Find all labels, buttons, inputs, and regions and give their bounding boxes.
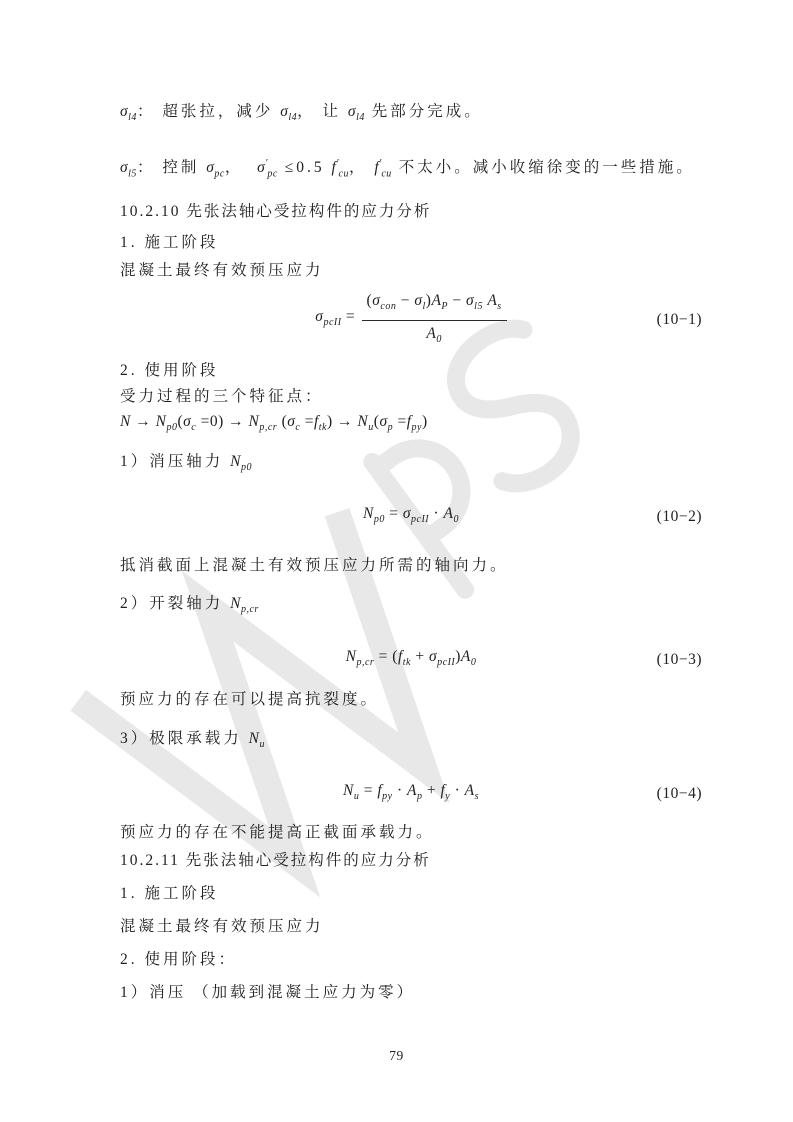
item-3-ultimate-capacity: 3）极限承载力 $N_u$ bbox=[120, 730, 265, 751]
formula-10-1-lhs: $\sigma_{pcII}$ = bbox=[315, 307, 360, 329]
para-sigma-l4: $\sigma_{l4}$： 超张拉，减少 $\sigma_{l4}$， 让 $\sigma_{l4}$ 先部分完成。 bbox=[120, 103, 483, 124]
formula-10-1-denominator: $A_0$ bbox=[426, 325, 442, 346]
step-1-construction-stage: 1. 施工阶段 bbox=[120, 234, 219, 251]
equation-number-10-1: (10−1) bbox=[656, 311, 702, 328]
formula-10-4 bbox=[120, 777, 702, 811]
formula-10-3-body: $N_{p,cr} = (f_{tk} + \sigma_{pcII})A_0$ bbox=[345, 647, 477, 669]
item-1-decompression-2: 1）消压 （加载到混凝土应力为零） bbox=[120, 984, 416, 1001]
item-1-decompression-force: 1）消压轴力 $N_{p0}$ bbox=[120, 453, 252, 474]
equation-number-10-2: (10−2) bbox=[656, 508, 702, 525]
step-2-service-stage-2: 2. 使用阶段： bbox=[120, 951, 238, 968]
page-number: 79 bbox=[389, 1048, 404, 1063]
formula-10-4-body: $N_u = f_{py} \cdot A_p + f_y \cdot A_s$ bbox=[342, 781, 480, 803]
formula-10-1-fraction bbox=[362, 289, 507, 351]
equation-number-10-3: (10−3) bbox=[656, 651, 702, 668]
item-2-cracking-force: 2）开裂轴力 $N_{p,cr}$ bbox=[120, 595, 259, 616]
formula-10-1-numerator: $(\sigma_{con} - \sigma_l)A_P - \sigma_{l5}$ $A_s$ bbox=[362, 289, 507, 321]
para-effective-prestress: 混凝土最终有效预压应力 bbox=[120, 262, 324, 279]
para-cracking-note: 预应力的存在可以提高抗裂度。 bbox=[120, 691, 380, 708]
para-decompression-note: 抵消截面上混凝土有效预压应力所需的轴向力。 bbox=[120, 557, 509, 574]
formula-10-3 bbox=[120, 643, 702, 677]
formula-load-path: $N \to N_{p0}(\sigma_c =0) \to N_{p,cr}$ $(\sigma_c =f_{tk}) \to N_u(\sigma_p =f_{py})$ bbox=[120, 413, 428, 434]
equation-number-10-4: (10−4) bbox=[656, 785, 702, 802]
step-2-service-stage: 2. 使用阶段 bbox=[120, 362, 219, 379]
formula-10-2 bbox=[120, 500, 702, 534]
section-heading-10-2-10: 10.2.10 先张法轴心受拉构件的应力分析 bbox=[120, 203, 432, 220]
para-sigma-l5: $\sigma_{l5}$： 控制 $\sigma_{pc}$， $\sigma'_{pc} \le 0.5$ $f'_{cu}$， $f'_{cu}$ 不太小。减小收缩徐变的一些措施。 bbox=[120, 158, 695, 180]
formula-10-1 bbox=[120, 290, 702, 350]
para-capacity-note: 预应力的存在不能提高正截面承载力。 bbox=[120, 824, 435, 841]
formula-10-2-body: $N_{p0} = \sigma_{pcII} \cdot A_0$ bbox=[363, 504, 459, 526]
section-heading-10-2-11: 10.2.11 先张法轴心受拉构件的应力分析 bbox=[120, 852, 431, 869]
step-1-construction-stage-2: 1. 施工阶段 bbox=[120, 885, 219, 902]
para-three-characteristic-points: 受力过程的三个特征点： bbox=[120, 388, 324, 405]
para-effective-prestress-2: 混凝土最终有效预压应力 bbox=[120, 918, 324, 935]
